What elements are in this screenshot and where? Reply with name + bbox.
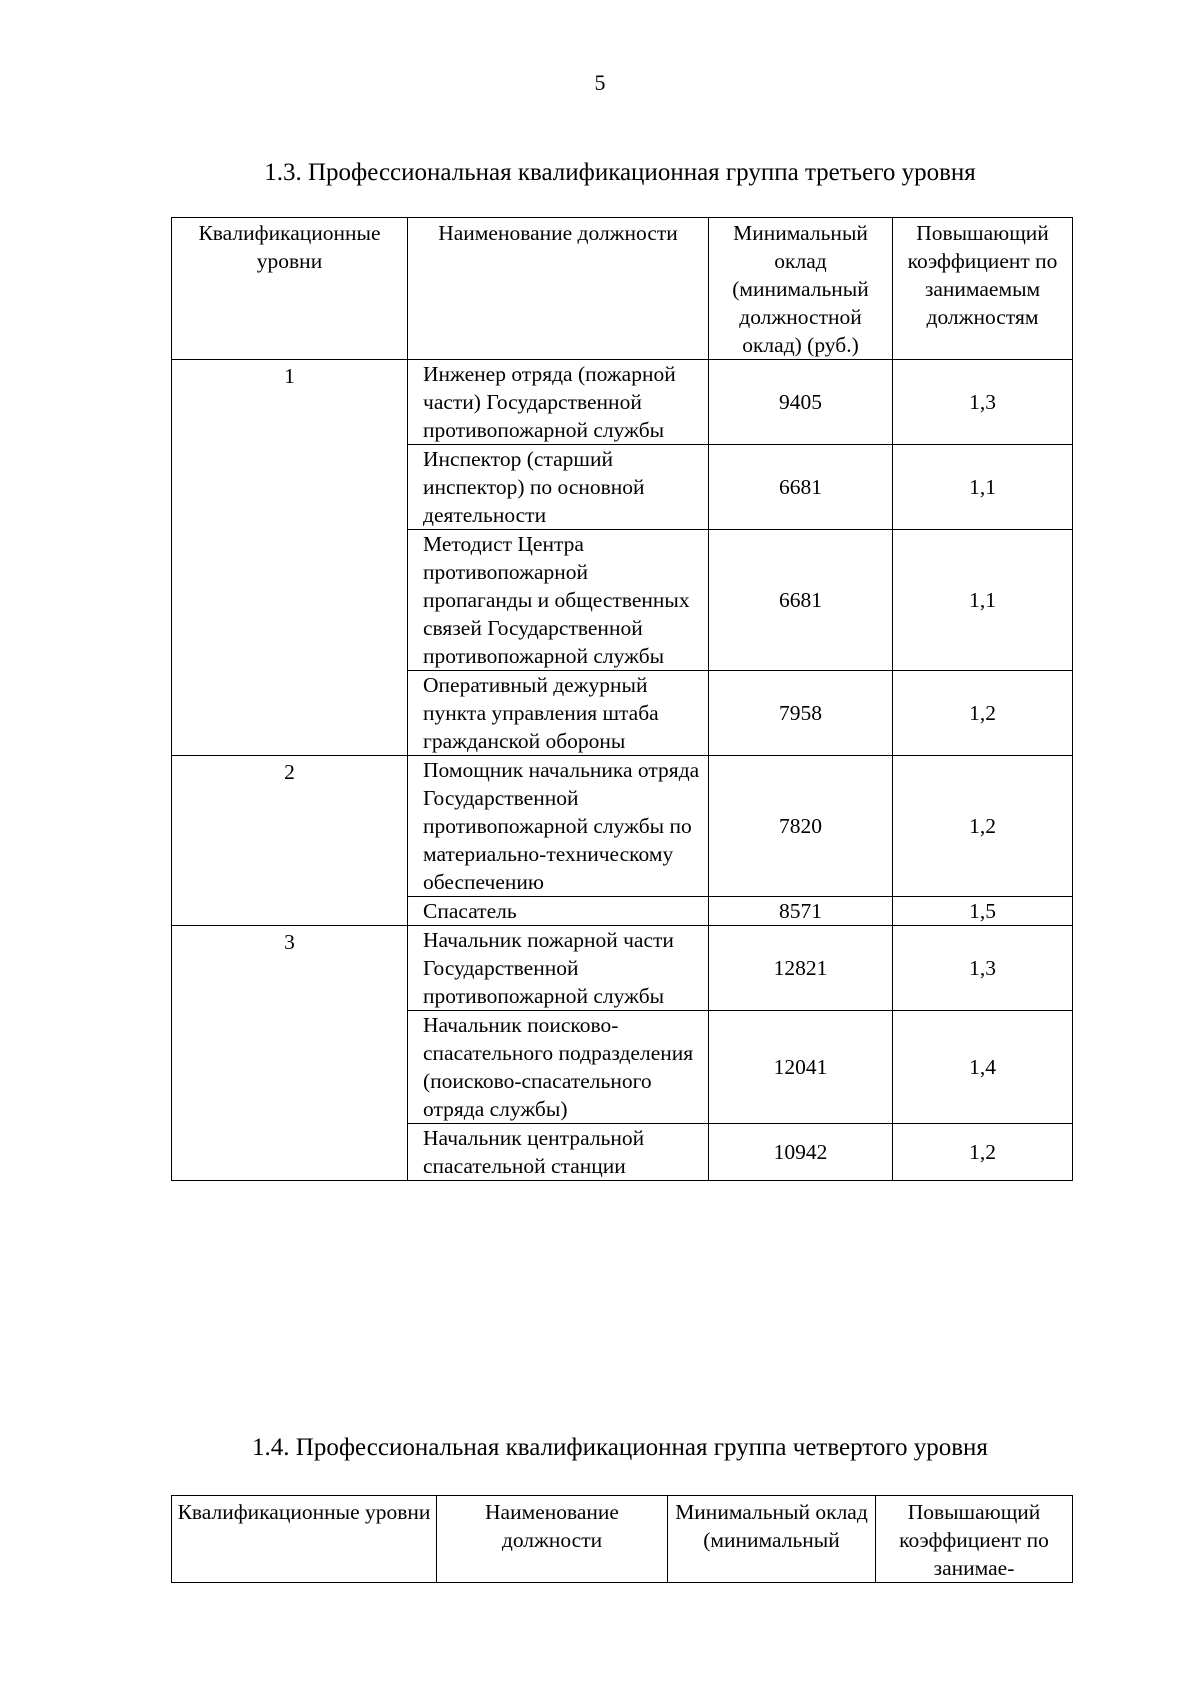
salary-cell: 6681 [709,445,893,530]
qualification-level-cell: 3 [172,926,408,1181]
qualification-table-third-level [171,217,1073,1181]
header-minimum-salary: Минимальный оклад (минимальный должностной оклад) (руб.) [709,218,893,360]
coefficient-cell: 1,3 [893,360,1073,445]
salary-cell: 9405 [709,360,893,445]
coefficient-cell: 1,1 [893,445,1073,530]
position-name-cell: Оперативный дежурный пункта управления штаба гражданской обороны [408,671,709,756]
salary-cell: 6681 [709,530,893,671]
coefficient-cell: 1,5 [893,897,1073,926]
salary-cell: 12041 [709,1011,893,1124]
salary-cell: 8571 [709,897,893,926]
qualification-level-cell: 2 [172,756,408,926]
salary-cell: 12821 [709,926,893,1011]
salary-cell: 7958 [709,671,893,756]
position-name-cell: Помощник начальника отряда Государственной противопожарной службы по материально-техническому обеспечению [408,756,709,897]
header-coefficient: Повышающий коэффициент по занимаемым должностям [893,218,1073,360]
coefficient-cell: 1,3 [893,926,1073,1011]
table-header-row [172,1496,1073,1583]
section-title-fourth-level: 1.4. Профессиональная квалификационная группа четвертого уровня [252,1434,988,1461]
table-row [172,360,1073,445]
table-header-row [172,218,1073,360]
coefficient-cell: 1,2 [893,1124,1073,1181]
table-row [172,926,1073,1011]
coefficient-cell: 1,2 [893,756,1073,897]
position-name-cell: Инженер отряда (пожарной части) Государственной противопожарной службы [408,360,709,445]
coefficient-cell: 1,1 [893,530,1073,671]
salary-cell: 10942 [709,1124,893,1181]
position-name-cell: Начальник пожарной части Государственной противопожарной службы [408,926,709,1011]
header-qualification-levels: Квалификационные уровни [172,218,408,360]
header-position-name: Наименование должности [408,218,709,360]
table-row [172,756,1073,897]
position-name-cell: Спасатель [408,897,709,926]
page-number: 5 [594,70,606,95]
coefficient-cell: 1,4 [893,1011,1073,1124]
salary-cell: 7820 [709,756,893,897]
section-title-third-level: 1.3. Профессиональная квалификационная группа третьего уровня [264,159,976,186]
position-name-cell: Инспектор (старший инспектор) по основной деятельности [408,445,709,530]
header-qualification-levels: Квалификационные уровни [172,1496,437,1583]
qualification-table-fourth-level [171,1495,1073,1583]
coefficient-cell: 1,2 [893,671,1073,756]
header-minimum-salary: Минимальный оклад (минимальный [668,1496,876,1583]
position-name-cell: Начальник центральной спасательной станции [408,1124,709,1181]
position-name-cell: Методист Центра противопожарной пропаганды и общественных связей Государственной противопожарной службы [408,530,709,671]
position-name-cell: Начальник поисково-спасательного подразделения (поисково-спасательного отряда службы) [408,1011,709,1124]
header-position-name: Наименование должности [437,1496,668,1583]
qualification-level-cell: 1 [172,360,408,756]
header-coefficient: Повышающий коэффициент по занимае- [876,1496,1073,1583]
